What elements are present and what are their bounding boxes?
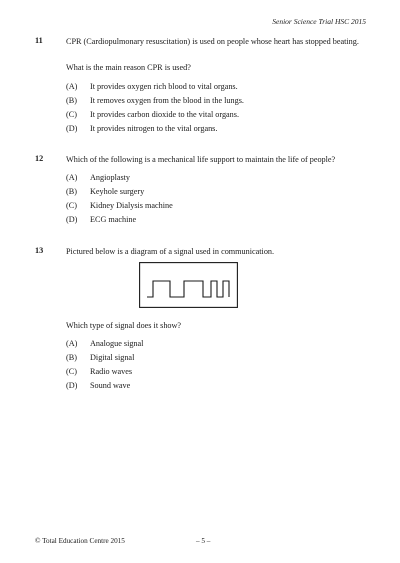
q11-option-b[interactable] <box>66 95 244 106</box>
q12-option-c[interactable] <box>66 200 173 211</box>
option-letter: (A) <box>66 339 78 348</box>
option-text: It removes oxygen from the blood in the lungs. <box>90 96 244 105</box>
option-text: Analogue signal <box>90 339 144 348</box>
option-letter: (C) <box>66 367 77 376</box>
q11-option-a[interactable] <box>66 81 238 92</box>
question-13-text: Pictured below is a diagram of a signal used in communication. <box>66 247 275 256</box>
option-letter: (B) <box>66 96 77 105</box>
square-wave-signal <box>147 281 229 297</box>
question-12-text: Which of the following is a mechanical life support to maintain the life of people? <box>66 155 336 164</box>
q13-option-d[interactable] <box>66 380 130 391</box>
option-text: Digital signal <box>90 353 135 362</box>
option-text: Kidney Dialysis machine <box>90 201 173 210</box>
option-letter: (D) <box>66 381 78 390</box>
option-text: Angioplasty <box>90 173 131 182</box>
question-11-number: 11 <box>35 36 43 45</box>
question-13-number: 13 <box>35 246 44 255</box>
q12-option-b[interactable] <box>66 186 144 197</box>
option-letter: (B) <box>66 353 77 362</box>
option-letter: (B) <box>66 187 77 196</box>
footer-page-number: – 5 – <box>196 537 211 545</box>
option-text: ECG machine <box>90 215 137 224</box>
question-11-prompt: What is the main reason CPR is used? <box>66 63 191 72</box>
option-text: It provides nitrogen to the vital organs. <box>90 124 218 133</box>
digital-signal-diagram <box>139 262 238 308</box>
option-letter: (D) <box>66 215 78 224</box>
q13-option-a[interactable] <box>66 338 143 349</box>
q12-option-a[interactable] <box>66 172 130 183</box>
question-13-prompt: Which type of signal does it show? <box>66 321 182 330</box>
page-header: Senior Science Trial HSC 2015 <box>272 17 366 26</box>
option-letter: (A) <box>66 82 78 91</box>
q13-option-c[interactable] <box>66 366 132 377</box>
option-text: It provides carbon dioxide to the vital organs. <box>90 110 240 119</box>
question-12-number: 12 <box>35 154 44 163</box>
option-text: Sound wave <box>90 381 131 390</box>
q12-option-d[interactable] <box>66 214 136 225</box>
footer-copyright: © Total Education Centre 2015 <box>35 537 125 545</box>
option-text: Radio waves <box>90 367 133 376</box>
q11-option-d[interactable] <box>66 123 217 134</box>
option-text: It provides oxygen rich blood to vital organs. <box>90 82 238 91</box>
q13-option-b[interactable] <box>66 352 134 363</box>
option-letter: (C) <box>66 110 77 119</box>
q11-option-c[interactable] <box>66 109 239 120</box>
option-letter: (C) <box>66 201 77 210</box>
option-letter: (A) <box>66 173 78 182</box>
option-letter: (D) <box>66 124 78 133</box>
option-text: Keyhole surgery <box>90 187 145 196</box>
question-11-text: CPR (Cardiopulmonary resuscitation) is used on people whose heart has stopped beating. <box>66 37 359 46</box>
